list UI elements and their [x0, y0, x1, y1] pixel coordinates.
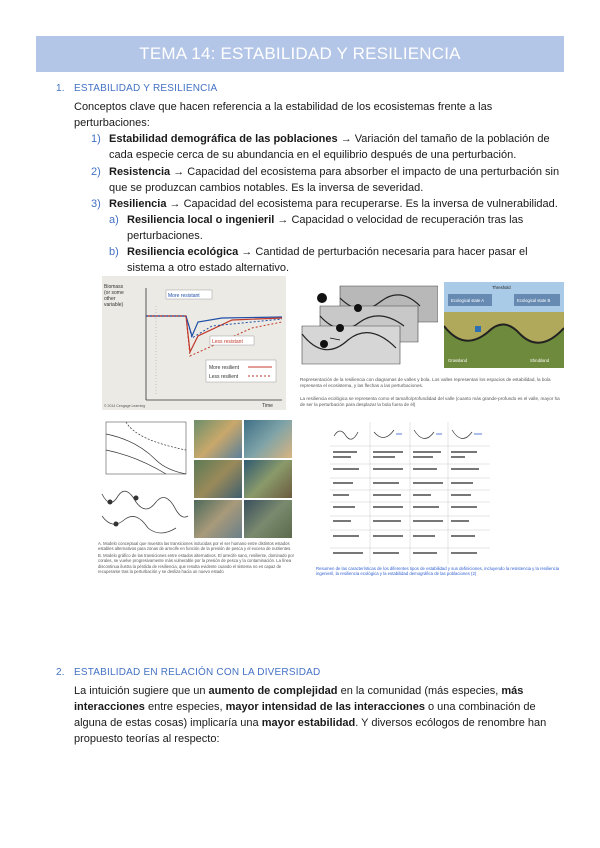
figure-2a-svg [300, 278, 438, 368]
bold-run: mayor estabilidad [261, 717, 356, 729]
table-cell-text [333, 451, 479, 554]
list-marker: 1) [91, 133, 101, 145]
model-a-frame [106, 422, 186, 474]
legend-more-resilient: More resilient [209, 365, 240, 371]
reef-photo-3 [194, 460, 242, 498]
x-axis-label: Time [262, 403, 273, 409]
figure-1-svg [102, 276, 286, 410]
section-2-title: ESTABILIDAD EN RELACIÓN CON LA DIVERSIDAD [74, 667, 321, 678]
reef-photo-5 [194, 500, 242, 538]
figure-4-svg [330, 422, 490, 564]
text-run: . Y diversos ecólogos de renombre han propuesto teorías al respecto: [74, 717, 547, 745]
reef-photo-4 [244, 460, 292, 498]
sublist-item-ecological [109, 244, 564, 276]
text-run: entre especies, [144, 701, 226, 713]
section-1-heading [56, 83, 217, 94]
section-2-paragraph [74, 683, 564, 747]
page-title-bar [36, 36, 564, 72]
reef-photo-1 [194, 420, 242, 458]
model-b-ball-3 [114, 522, 119, 527]
state-b-label: Ecological state B [517, 298, 551, 303]
term: Resiliencia [109, 198, 167, 210]
figure-3-caption-a: A. Modelo conceptual que muestra las transiciones inducidas por el ser humano entre distintos estados estables alternativos para zonas de arrecife en función de la presión de pesca y el exceso de nutrientes. [98, 541, 292, 552]
definition: Capacidad o velocidad de recuperación tras las perturbaciones. [127, 214, 524, 242]
arrow-icon: → [340, 133, 352, 145]
list-marker: 2) [91, 166, 101, 178]
figure-2-caption-1: Representación de la resiliencia con diagramas de valles y bola. Los valles representan los espacios de estabilidad, la bola representa el ecosistema, y las flechas a las perturbaciones. [300, 377, 551, 388]
list-item-demographic [91, 131, 564, 163]
reef-photo-6 [244, 500, 292, 538]
ball-back [354, 304, 362, 312]
valley-panel-front [302, 326, 400, 364]
ball-marker [475, 326, 481, 332]
section-2-heading [56, 667, 320, 678]
figure-state-landscape [444, 282, 564, 368]
ball-front [320, 340, 328, 348]
ball-top [317, 293, 327, 303]
list-item-resistance [91, 164, 564, 196]
list-item-resilience [91, 196, 564, 212]
bold-run: más interacciones [74, 685, 524, 713]
sublist-item-engineering [109, 212, 564, 244]
table-icon-3 [414, 430, 434, 439]
section-2-number: 2. [56, 667, 65, 678]
term: Estabilidad demográfica de las poblaciones [109, 133, 338, 145]
figure-2-caption-2: La resiliencia ecológica se representa como el tamaño/profundidad del valle (cuanto más grande-profundo es el valle, mayor ha de ser la perturbación para desplazar la bola fuera de él) [300, 396, 560, 407]
less-resistant-label: Less resistant [212, 339, 243, 345]
text-run: o una combinación de alguna de estas cosas) implicaría una [74, 701, 536, 729]
figure-3-caption-b: B. Modelo gráfico de las transiciones entre estados alternativos. El arrecife sano, resiliente, dominado por corales, se vuelve progresivamente más vulnerable por la presión de pesca y la contaminación. La línea discontinua ilustra la pérdida de resiliencia, que resulta evidente cuando el sistema no es capaz de recuperarse tras la perturbación y se desliza hacia un nuevo estado [98, 553, 294, 575]
section-1-title: ESTABILIDAD Y RESILIENCIA [74, 83, 218, 94]
figure-stability-table [330, 422, 490, 564]
figure-3a-svg [96, 420, 190, 538]
list-marker: b) [109, 246, 119, 258]
threshold-label: Threshold [492, 285, 511, 290]
figure-2b-svg [444, 282, 564, 368]
page-title: TEMA 14: ESTABILIDAD Y RESILIENCIA [139, 44, 461, 63]
definition: Capacidad del ecosistema para absorber el impacto de una perturbación sin que se produzcan cambios notables. Es la inversa de severidad. [109, 166, 560, 194]
section-1-intro: Conceptos clave que hacen referencia a la estabilidad de los ecosistemas frente a las perturbaciones: [74, 101, 493, 129]
arrow-icon: → [173, 166, 185, 178]
term: Resistencia [109, 166, 171, 178]
term: Resiliencia ecológica [127, 246, 239, 258]
y-axis-label: Biomass (or some other variable) [104, 284, 124, 308]
table-icon-2 [374, 430, 394, 438]
definition: Capacidad del ecosistema para recuperarse. Es la inversa de vulnerabilidad. [183, 198, 558, 210]
bold-run: mayor intensidad de las interacciones [225, 701, 425, 713]
table-grid [330, 422, 490, 564]
text-run: en la comunidad (más especies, [337, 685, 502, 697]
model-b-curve-2 [102, 516, 176, 533]
copyright: © 2014 Cengage Learning [104, 404, 146, 408]
arrow-icon: → [169, 198, 181, 210]
definition: Cantidad de perturbación necesaria para hacer pasar el sistema a otro estado alternativo. [127, 246, 528, 274]
figure-4-caption: Resumen de las características de los diferentes tipos de estabilidad y sus definiciones, incluyendo la resistencia y la resiliencia ingenieril, la resiliencia ecológica y la estabilidad demográfica de las poblaciones (2) [316, 566, 560, 577]
legend-less-resilient: Less resilient [209, 374, 239, 380]
term: Resiliencia local o ingenieril [127, 214, 275, 226]
reef-photo-2 [244, 420, 292, 458]
grassland-label: Grassland [448, 358, 468, 363]
less-resilient-curve [146, 316, 282, 352]
list-marker: a) [109, 214, 119, 226]
figure-reef-photos [194, 420, 292, 538]
definition: Variación del tamaño de la población de cada especie cerca de su abundancia en el equilibrio después de una perturbación. [109, 133, 550, 161]
section-1-number: 1. [56, 83, 65, 94]
arrow-icon: → [277, 214, 289, 226]
bold-run: aumento de complejidad [208, 685, 338, 697]
text-run: La intuición sugiere que un [74, 685, 209, 697]
figure-ball-valley-diagram [300, 278, 438, 368]
figure-reef-model-diagram [96, 420, 190, 538]
state-a-label: Ecological state A [451, 298, 485, 303]
model-b-ball-1 [108, 500, 113, 505]
ball-middle [336, 324, 344, 332]
model-b-curve-1 [102, 491, 188, 517]
table-icon-1 [334, 431, 358, 439]
shrubland-label: Shrubland [530, 358, 550, 363]
table-icon-4 [452, 430, 472, 439]
arrow-icon: → [241, 246, 253, 258]
figure-resistance-resilience-chart [102, 276, 286, 410]
model-b-ball-2 [134, 496, 139, 501]
more-resistant-label: More resistant [168, 293, 200, 299]
list-marker: 3) [91, 198, 101, 210]
